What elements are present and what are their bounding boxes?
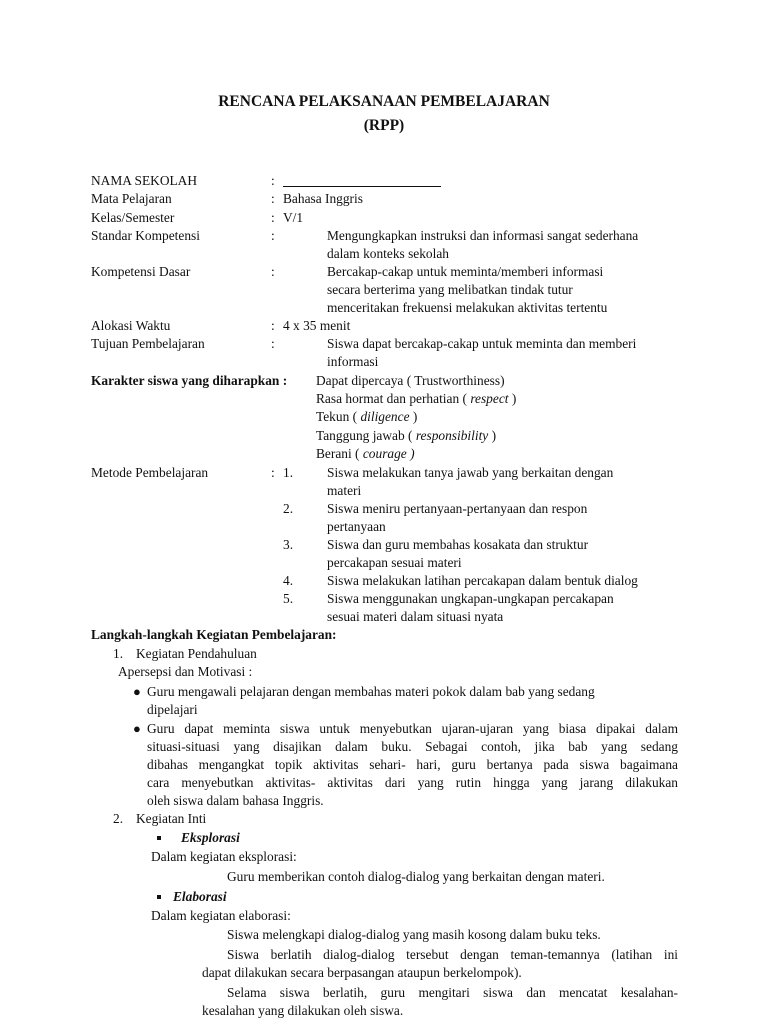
colon: : [271, 264, 275, 279]
colon: : [271, 173, 275, 188]
kegiatan-num: 1. [113, 646, 124, 661]
metode-item-line: materi [327, 483, 362, 498]
karakter-item: Rasa hormat dan perhatian ( respect ) [316, 391, 517, 406]
metode-item-line: Siswa menggunakan ungkapan-ungkapan percakapan [327, 591, 614, 606]
elaborasi-title: Elaborasi [173, 889, 227, 904]
colon: : [271, 191, 275, 206]
alokasi-value: 4 x 35 menit [283, 318, 351, 333]
kelas-value: V/1 [283, 210, 304, 225]
bullet2-line: oleh siswa dalam bahasa Inggris. [147, 793, 324, 808]
tujuan-label: Tujuan Pembelajaran [91, 336, 205, 351]
standar-value-line: dalam konteks sekolah [327, 246, 449, 261]
metode-item-line: percakapan sesuai materi [327, 555, 462, 570]
bullet2-line: Guru dapat meminta siswa untuk menyebutkan ujaran-ujaran yang biasa dipakai dalam [147, 721, 678, 736]
langkah-heading: Langkah-langkah Kegiatan Pembelajaran: [91, 627, 337, 642]
eksplorasi-text: Guru memberikan contoh dialog-dialog yang berkaitan dengan materi. [227, 869, 605, 884]
bullet1-line: dipelajari [147, 702, 198, 717]
elaborasi-paragraph: Siswa melengkapi dialog-dialog yang masih kosong dalam buku teks. [227, 927, 601, 942]
elaborasi-paragraph: Selama siswa berlatih, guru mengitari siswa dan mencatat kesalahan- [227, 985, 678, 1000]
mata-pelajaran-label: Mata Pelajaran [91, 191, 172, 206]
alokasi-label: Alokasi Waktu [91, 318, 171, 333]
karakter-item: Tekun ( diligence ) [316, 409, 418, 424]
standar-value-line: Mengungkapkan instruksi dan informasi sangat sederhana [327, 228, 639, 243]
bullet2-line: cara menyebutkan aktivitas- aktivitas dari yang rutin hingga yang jarang dilakukan [147, 775, 678, 790]
colon: : [271, 318, 275, 333]
kegiatan-num: 2. [113, 811, 124, 826]
kelas-label: Kelas/Semester [91, 210, 175, 225]
karakter-item: Dapat dipercaya ( Trustworthiness) [316, 373, 505, 388]
colon: : [271, 228, 275, 243]
metode-item-line: Siswa meniru pertanyaan-pertanyaan dan respon [327, 501, 588, 516]
elaborasi-intro: Dalam kegiatan elaborasi: [151, 908, 291, 923]
metode-item-line: sesuai materi dalam situasi nyata [327, 609, 504, 624]
metode-num: 2. [283, 501, 294, 516]
kegiatan-inti-title: Kegiatan Inti [136, 811, 207, 826]
metode-item-line: Siswa melakukan latihan percakapan dalam bentuk dialog [327, 573, 638, 588]
metode-item-line: pertanyaan [327, 519, 386, 534]
mata-pelajaran-value: Bahasa Inggris [283, 191, 363, 206]
document-subtitle: (RPP) [363, 117, 405, 134]
bullet1-line: Guru mengawali pelajaran dengan membahas materi pokok dalam bab yang sedang [147, 684, 595, 699]
eksplorasi-intro: Dalam kegiatan eksplorasi: [151, 849, 297, 864]
nama-sekolah-label: NAMA SEKOLAH [91, 173, 198, 188]
karakter-item: Berani ( courage ) [316, 446, 415, 461]
apersepsi-label: Apersepsi dan Motivasi : [118, 664, 253, 679]
metode-label: Metode Pembelajaran [91, 465, 209, 480]
elaborasi-paragraph: kesalahan yang dilakukan oleh siswa. [202, 1003, 404, 1018]
bullet2-line: dibahas mengangkat topik aktivitas sehari- hari, guru bertanya pada siswa bagaimana [147, 757, 678, 772]
square-bullet-icon [157, 836, 161, 840]
colon: : [271, 465, 275, 480]
karakter-item: Tanggung jawab ( responsibility ) [316, 428, 497, 443]
bullet-icon: ● [133, 721, 141, 736]
tujuan-value-line: informasi [327, 354, 379, 369]
tujuan-value-line: Siswa dapat bercakap-cakap untuk meminta dan memberi [327, 336, 637, 351]
metode-num: 5. [283, 591, 294, 606]
document-title: RENCANA PELAKSANAAN PEMBELAJARAN [218, 93, 550, 110]
bullet2-line: situasi-situasi yang disajikan dalam buku. Sebagai contoh, jika bab yang sedang [147, 739, 678, 754]
metode-num: 1. [283, 465, 294, 480]
metode-item-line: Siswa dan guru membahas kosakata dan struktur [327, 537, 589, 552]
bullet-icon: ● [133, 684, 141, 699]
nama-sekolah-blank [283, 186, 441, 187]
metode-num: 3. [283, 537, 294, 552]
kompetensi-value-line: menceritakan frekuensi melakukan aktivitas tertentu [327, 300, 608, 315]
karakter-label: Karakter siswa yang diharapkan : [91, 373, 288, 388]
metode-item-line: Siswa melakukan tanya jawab yang berkaitan dengan [327, 465, 614, 480]
eksplorasi-title: Eksplorasi [181, 830, 240, 845]
kegiatan-pendahuluan-title: Kegiatan Pendahuluan [136, 646, 257, 661]
metode-num: 4. [283, 573, 294, 588]
elaborasi-paragraph: Siswa berlatih dialog-dialog tersebut dengan teman-temannya (latihan ini [227, 947, 678, 962]
kompetensi-label: Kompetensi Dasar [91, 264, 191, 279]
standar-label: Standar Kompetensi [91, 228, 200, 243]
kompetensi-value-line: Bercakap-cakap untuk meminta/memberi informasi [327, 264, 604, 279]
colon: : [271, 336, 275, 351]
square-bullet-icon [157, 895, 161, 899]
kompetensi-value-line: secara berterima yang melibatkan tindak tutur [327, 282, 573, 297]
colon: : [271, 210, 275, 225]
elaborasi-paragraph: dapat dilakukan secara berpasangan ataupun berkelompok). [202, 965, 522, 980]
